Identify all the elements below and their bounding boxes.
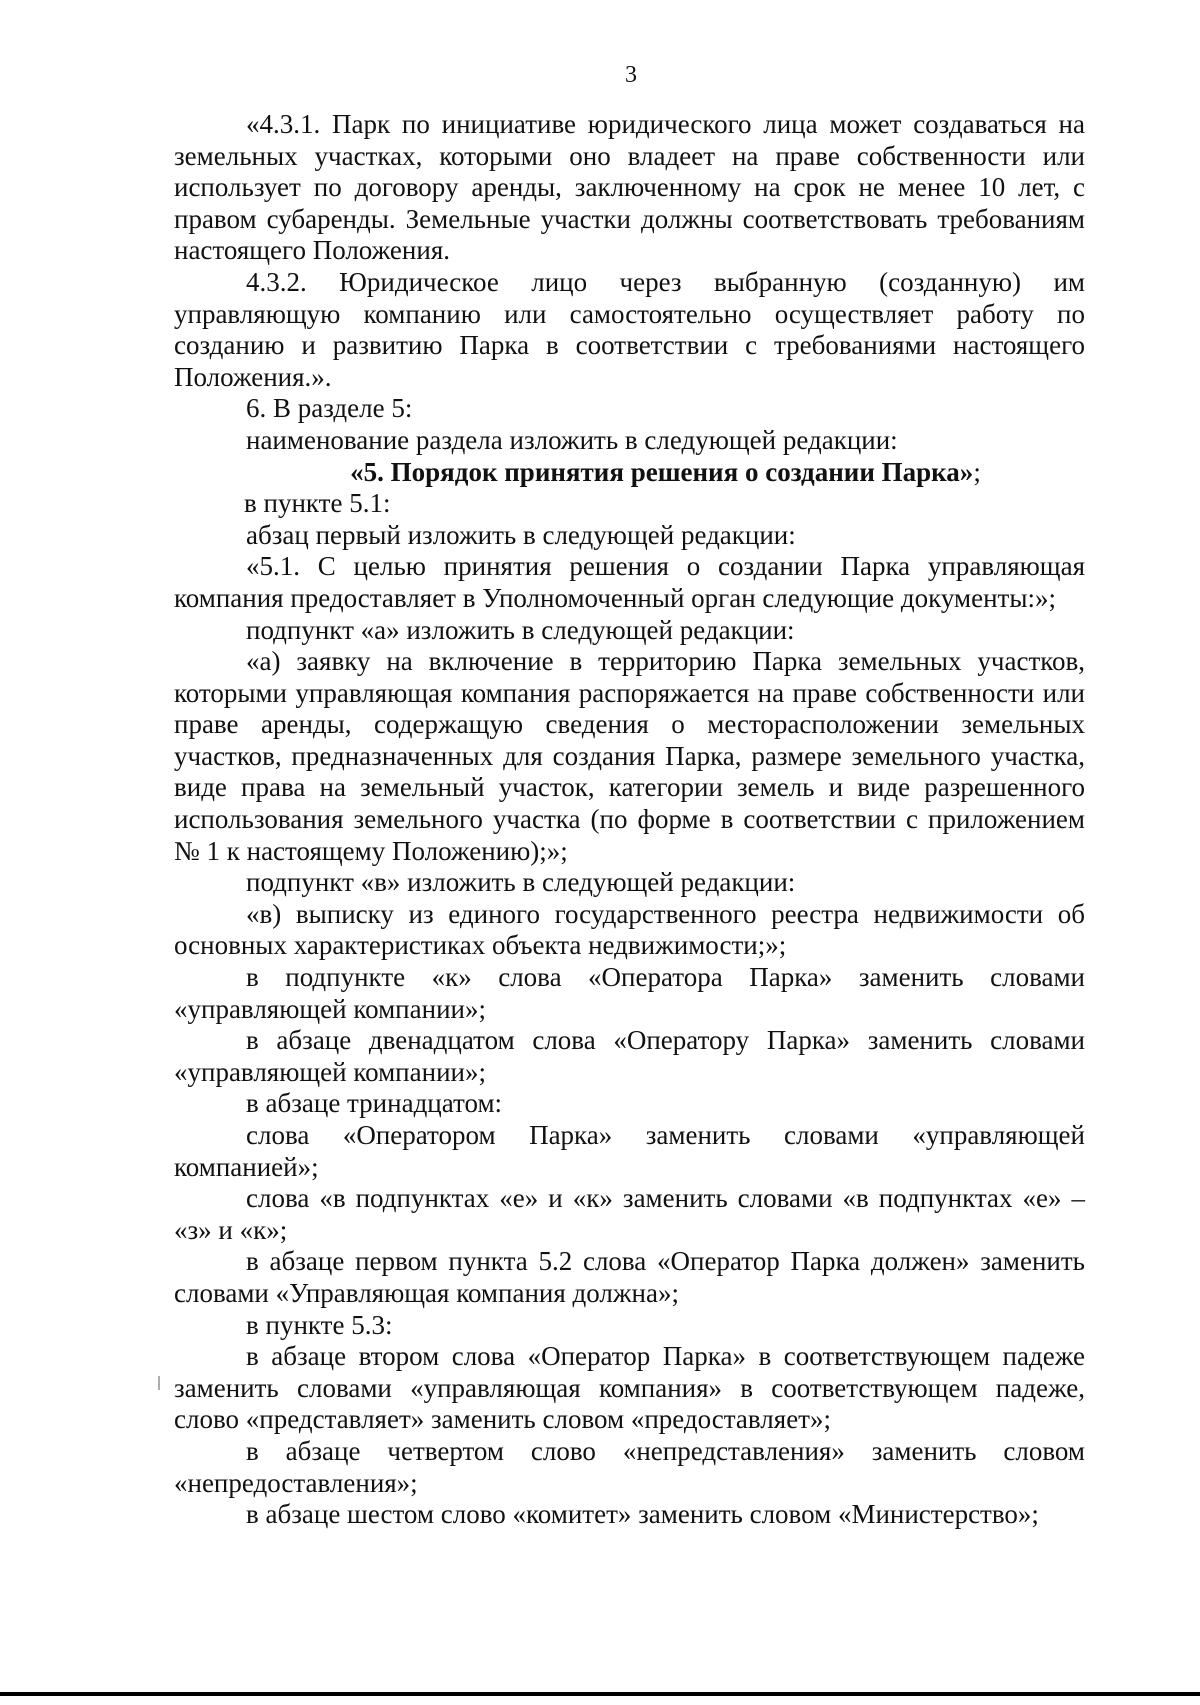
paragraph-point-5-2-change: в абзаце первом пункта 5.2 слова «Оператор Парка должен» заменить словами «Управляющая компания должна»;	[174, 1246, 1085, 1308]
paragraph-section-6: 6. В разделе 5:	[246, 393, 413, 424]
scan-mark	[158, 1376, 160, 1390]
paragraph-first-abzac-instruction: абзац первый изложить в следующей редакции:	[246, 519, 796, 550]
paragraph-point-5-1: в пункте 5.1:	[244, 488, 391, 519]
paragraph-subpoint-v-text: «в) выписку из единого государственного реестра недвижимости об основных характеристиках объекта недвижимости;»;	[174, 898, 1085, 961]
paragraph-subpoint-k-change: в подпункте «к» слова «Оператора Парка» заменить словами «управляющей компании»;	[174, 962, 1085, 1024]
paragraph-abzac-2-change: в абзаце втором слова «Оператор Парка» в соответствующем падеже заменить словами «управляющая компания» в соответствующем падеже, слово «представляет» заменить словом «предоставляет»;	[174, 1341, 1085, 1435]
paragraph-abzac-13-words-subpoints: слова «в подпунктах «е» и «к» заменить словами «в подпунктах «е» – «з» и «к»;	[174, 1183, 1085, 1245]
paragraph-abzac-4-change: в абзаце четвертом слово «непредставления» заменить словом «непредоставления»;	[174, 1435, 1085, 1498]
section-heading	[174, 457, 1085, 489]
paragraph-section-title-instruction: наименование раздела изложить в следующей редакции:	[246, 424, 898, 455]
paragraph-4-3-1: «4.3.1. Парк по инициативе юридического лица может создаваться на земельных участках, которыми оно владеет на праве собственности или использует по договору аренды, заключенному на срок не менее 10 лет, с правом субаренды. Земельные участки должны соответствовать требованиям настоящего Положения.	[174, 109, 1085, 266]
section-heading-title: «5. Порядок принятия решения о создании Парка»	[350, 456, 974, 487]
paragraph-subpoint-a-instruction: подпункт «а» изложить в следующей редакции:	[246, 614, 795, 645]
paragraph-abzac-13: в абзаце тринадцатом:	[246, 1088, 503, 1119]
paragraph-4-3-2: 4.3.2. Юридическое лицо через выбранную (созданную) им управляющую компанию или самостоятельно осуществляет работу по созданию и развитию Парка в соответствии с требованиями настоящего Положения.».	[174, 266, 1085, 392]
paragraph-5-1-text: «5.1. С целью принятия решения о создании Парка управляющая компания предоставляет в Уполномоченный орган следующие документы:»;	[174, 551, 1085, 613]
section-heading-punctuation: ;	[973, 456, 981, 487]
paragraph-abzac-6-change: в абзаце шестом слово «комитет» заменить словом «Министерство»;	[246, 1499, 1039, 1530]
paragraph-subpoint-a-text: «а) заявку на включение в территорию Парка земельных участков, которыми управляющая компания распоряжается на праве собственности или праве аренды, содержащую сведения о месторасположении земельных участков, предназначенных для создания Парка, размере земельного участка, виде права на земельный участок, категории земель и виде разрешенного использования земельного участка (по форме в соответствии с приложением № 1 к настоящему Положению);»;	[174, 646, 1085, 866]
paragraph-subpoint-v-instruction: подпункт «в» изложить в следующей редакции:	[246, 867, 796, 898]
paragraph-abzac-13-words-operator: слова «Оператором Парка» заменить словами «управляющей компанией»;	[174, 1120, 1085, 1182]
page-bottom-scan-border	[0, 1692, 1200, 1696]
page-number: 3	[625, 62, 637, 88]
document-body	[174, 109, 1085, 1531]
paragraph-abzac-12-change: в абзаце двенадцатом слова «Оператору Парка» заменить словами «управляющей компании»;	[174, 1025, 1085, 1087]
paragraph-point-5-3: в пункте 5.3:	[246, 1309, 393, 1340]
